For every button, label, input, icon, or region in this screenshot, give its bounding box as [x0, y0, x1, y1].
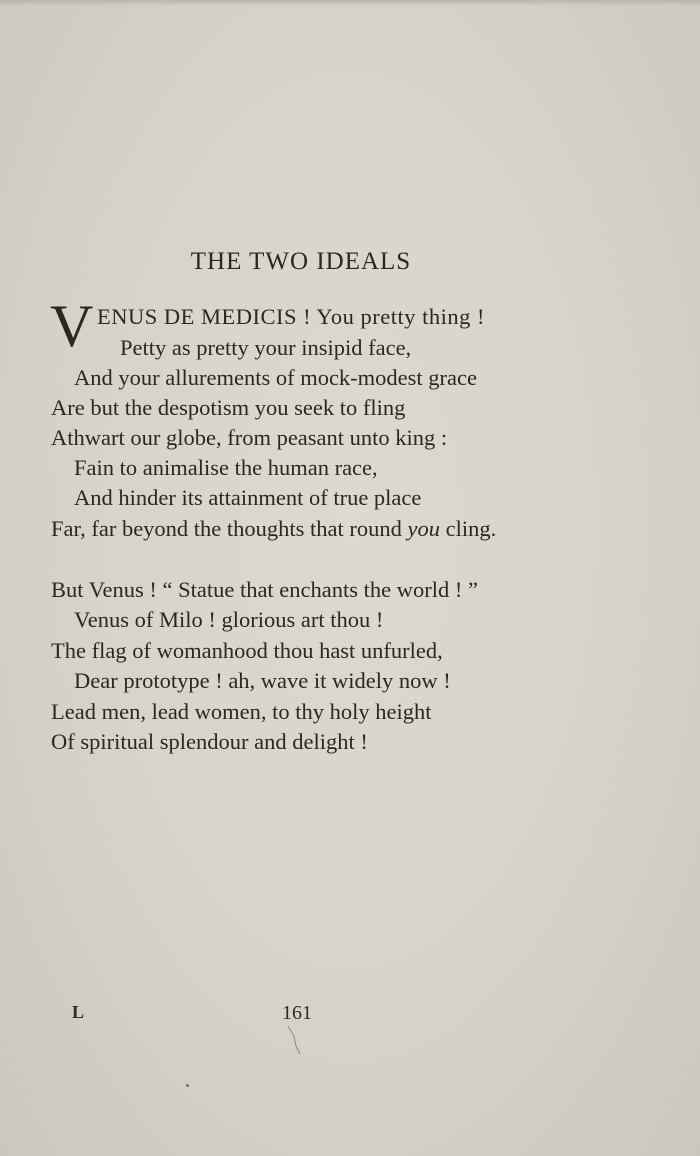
poem-line-text: cling. — [440, 516, 497, 541]
poem-line: Athwart our globe, from peasant unto king : — [51, 425, 448, 450]
poem-line: Fain to animalise the human race, — [74, 455, 378, 480]
poem-line: Petty as pretty your insipid face, — [120, 335, 412, 360]
poem-line: Venus of Milo ! glorious art thou ! — [74, 607, 384, 632]
poem-line: Of spiritual splendour and delight ! — [51, 729, 368, 754]
poem-line: Lead men, lead women, to thy holy height — [51, 699, 432, 724]
page-number: 161 — [282, 1002, 312, 1024]
poem-line: But Venus ! “ Statue that enchants the world ! ” — [51, 577, 478, 602]
poem-line: And hinder its attainment of true place — [74, 485, 422, 510]
poem-line: Are but the despotism you seek to fling — [51, 395, 406, 420]
poem-line — [51, 514, 496, 544]
poem-line: The flag of womanhood thou hast unfurled, — [51, 638, 443, 663]
paper-speck — [186, 1084, 189, 1087]
poem-line: Dear prototype ! ah, wave it widely now ! — [74, 668, 451, 693]
poem-line: And your allurements of mock-modest grace — [74, 365, 478, 390]
poem-line: ENUS DE MEDICIS ! You pretty thing ! — [97, 304, 486, 329]
poem-title: THE TWO IDEALS — [190, 248, 412, 275]
page-edge — [0, 0, 700, 6]
drop-cap: V — [50, 293, 94, 359]
ink-scratch — [286, 1024, 306, 1056]
emphasis-you: you — [407, 516, 441, 541]
poem-line-text: Far, far beyond the thoughts that round — [51, 516, 408, 541]
signature-mark: L — [72, 1002, 85, 1022]
